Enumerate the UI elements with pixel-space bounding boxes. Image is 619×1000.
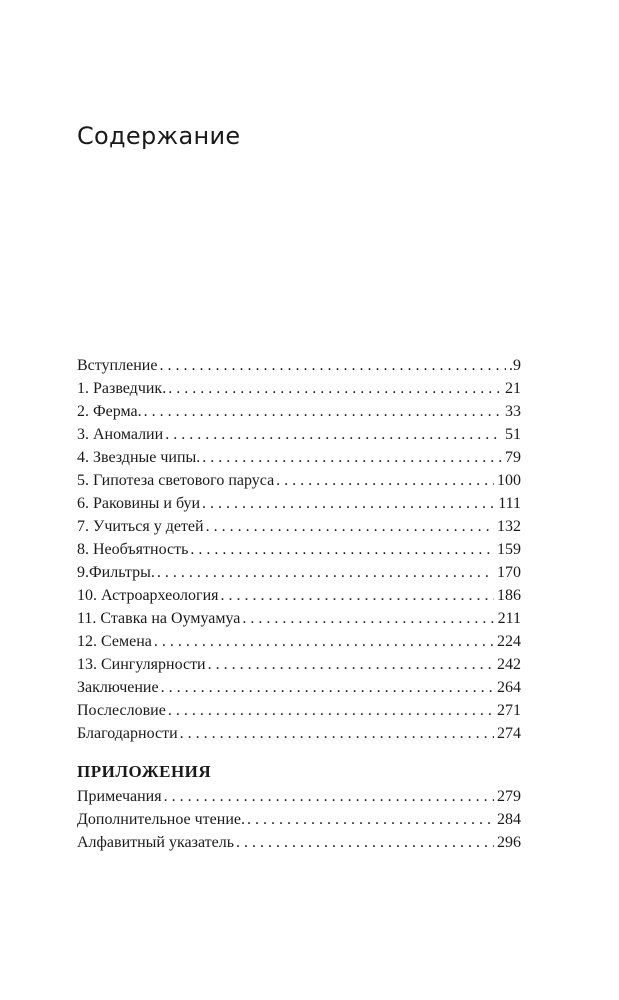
page-title: Содержание <box>77 122 241 150</box>
toc-entry-page: 159 <box>497 541 521 558</box>
toc-entry-page: 264 <box>497 679 521 696</box>
toc-entry-page: .9 <box>509 357 521 374</box>
dot-leader <box>157 565 494 581</box>
toc-entry[interactable] <box>77 473 521 496</box>
appendix-heading: ПРИЛОЖЕНИЯ <box>77 762 212 781</box>
dot-leader <box>144 404 502 420</box>
toc-entry[interactable] <box>77 450 521 473</box>
toc-entry-page: 279 <box>497 788 521 805</box>
dot-leader <box>202 450 502 466</box>
toc-entry[interactable] <box>77 657 521 680</box>
table-of-contents <box>77 358 521 749</box>
toc-entry[interactable] <box>77 358 521 381</box>
dot-leader <box>168 703 494 719</box>
toc-entry-title: 4. Звездные чипы. <box>77 449 201 466</box>
dot-leader <box>202 496 495 512</box>
toc-entry-page: 33 <box>505 403 521 420</box>
toc-entry-title: Дополнительное чтение. <box>77 811 245 828</box>
dot-leader <box>161 680 494 696</box>
dot-leader <box>242 611 494 627</box>
toc-entry[interactable] <box>77 789 521 812</box>
toc-entry-title: Благодарности <box>77 725 178 742</box>
toc-entry-page: 51 <box>505 426 521 443</box>
toc-entry[interactable] <box>77 812 521 835</box>
dot-leader <box>165 427 502 443</box>
toc-entry[interactable] <box>77 542 521 565</box>
toc-entry-title: 3. Аномалии <box>77 426 164 443</box>
toc-entry-title: 11. Ставка на Оумуамуа <box>77 610 241 627</box>
toc-entry-page: 111 <box>498 495 521 512</box>
appendix-contents <box>77 789 521 858</box>
dot-leader <box>159 358 506 374</box>
toc-entry-title: 2. Ферма. <box>77 403 142 420</box>
toc-entry-title: 5. Гипотеза светового паруса <box>77 472 275 489</box>
toc-entry-title: Заключение <box>77 679 159 696</box>
dot-leader <box>206 519 494 535</box>
toc-entry-page: 132 <box>497 518 521 535</box>
toc-entry-title: Примечания <box>77 788 162 805</box>
dot-leader <box>247 812 494 828</box>
toc-entry-page: 79 <box>505 449 521 466</box>
toc-entry-title: 8. Необъятность <box>77 541 189 558</box>
dot-leader <box>154 634 494 650</box>
toc-entry-page: 242 <box>497 656 521 673</box>
dot-leader <box>221 588 494 604</box>
toc-entry-title: 13. Сингулярности <box>77 656 206 673</box>
toc-entry-title: Вступление <box>77 357 158 374</box>
toc-entry-title: 10. Астроархеология <box>77 587 219 604</box>
toc-entry-title: Алфавитный указатель <box>77 834 235 851</box>
toc-entry[interactable] <box>77 726 521 749</box>
toc-entry-page: 186 <box>497 587 521 604</box>
toc-entry-page: 284 <box>497 811 521 828</box>
toc-entry[interactable] <box>77 835 521 858</box>
toc-entry-page: 296 <box>497 834 521 851</box>
toc-entry-page: 224 <box>497 633 521 650</box>
toc-entry[interactable] <box>77 381 521 404</box>
toc-entry[interactable] <box>77 519 521 542</box>
dot-leader <box>190 542 494 558</box>
toc-entry-page: 100 <box>497 472 521 489</box>
toc-entry-title: Послесловие <box>77 702 166 719</box>
dot-leader <box>208 657 494 673</box>
toc-entry[interactable] <box>77 634 521 657</box>
toc-entry-title: 9.Фильтры. <box>77 564 155 581</box>
toc-entry[interactable] <box>77 565 521 588</box>
toc-entry[interactable] <box>77 427 521 450</box>
toc-entry-page: 274 <box>497 725 521 742</box>
toc-entry-page: 271 <box>497 702 521 719</box>
toc-entry-title: 12. Семена <box>77 633 152 650</box>
toc-entry-title: 6. Раковины и буи <box>77 495 201 512</box>
toc-entry[interactable] <box>77 404 521 427</box>
toc-entry-page: 170 <box>497 564 521 581</box>
dot-leader <box>168 381 502 397</box>
toc-entry[interactable] <box>77 496 521 519</box>
toc-entry-page: 211 <box>497 610 521 627</box>
toc-entry-title: 7. Учиться у детей <box>77 518 204 535</box>
toc-entry-page: 21 <box>505 380 521 397</box>
dot-leader <box>236 835 494 851</box>
toc-entry[interactable] <box>77 588 521 611</box>
toc-entry[interactable] <box>77 611 521 634</box>
toc-entry-title: 1. Разведчик. <box>77 380 167 397</box>
dot-leader <box>180 726 494 742</box>
dot-leader <box>276 473 494 489</box>
toc-entry[interactable] <box>77 680 521 703</box>
toc-entry[interactable] <box>77 703 521 726</box>
dot-leader <box>164 789 494 805</box>
